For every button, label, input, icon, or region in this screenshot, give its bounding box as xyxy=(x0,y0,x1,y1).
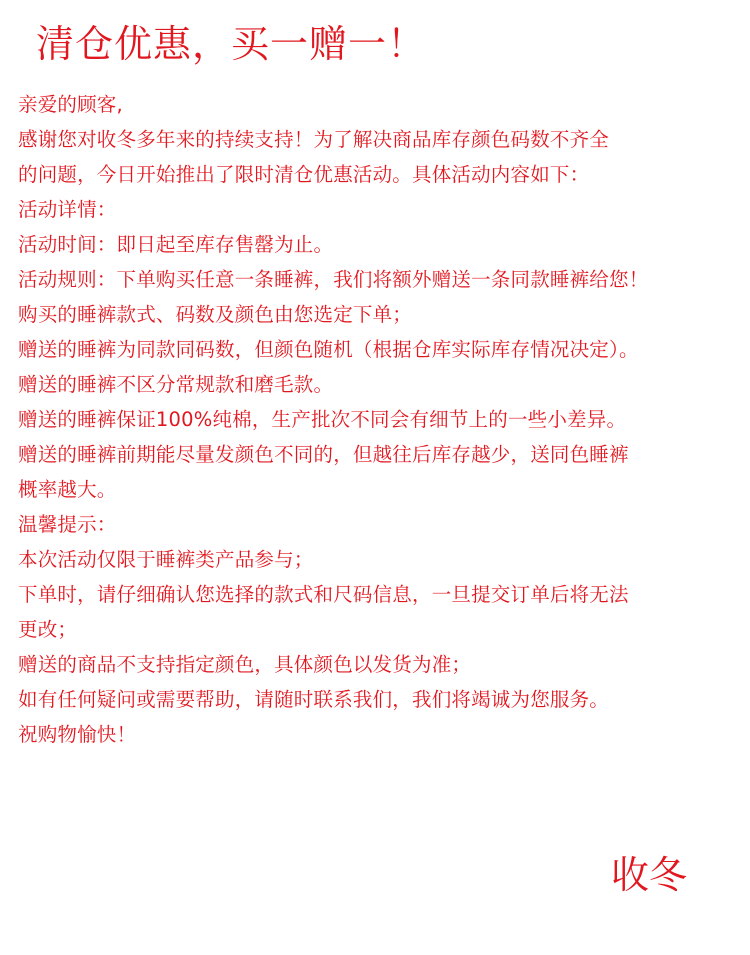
contact-line: 如有任何疑问或需要帮助，请随时联系我们，我们将竭诚为您服务。 xyxy=(18,688,610,711)
activity-time-line: 活动时间：即日起至库存售罄为止。 xyxy=(18,233,334,256)
gift-material-line: 赠送的睡裤保证100%纯棉，生产批次不同会有细节上的一些小差异。 xyxy=(18,408,627,431)
order-confirm-line-1: 下单时，请仔细确认您选择的款式和尺码信息，一旦提交订单后将无法 xyxy=(18,583,629,606)
intro-line-2: 的问题，今日开始推出了限时清仓优惠活动。具体活动内容如下： xyxy=(18,163,590,186)
gift-color-availability-line-1: 赠送的睡裤前期能尽量发颜色不同的，但越往后库存越少，送同色睡裤 xyxy=(18,443,629,466)
page-title: 清仓优惠，买一赠一！ xyxy=(36,22,427,66)
gift-color-policy-line: 赠送的商品不支持指定颜色，具体颜色以发货为准； xyxy=(18,653,472,676)
gift-style-line: 赠送的睡裤不区分常规款和磨毛款。 xyxy=(18,373,334,396)
activity-details-heading: 活动详情： xyxy=(18,198,117,221)
reminder-heading: 温馨提示： xyxy=(18,513,117,536)
scope-line: 本次活动仅限于睡裤类产品参与； xyxy=(18,548,314,571)
closing-line: 祝购物愉快！ xyxy=(18,723,137,746)
notice-body xyxy=(18,87,748,752)
signature: 收冬 xyxy=(611,853,688,897)
purchase-options-line: 购买的睡裤款式、码数及颜色由您选定下单； xyxy=(18,303,413,326)
gift-color-availability-line-2: 概率越大。 xyxy=(18,478,117,501)
order-confirm-line-2: 更改； xyxy=(18,618,78,641)
intro-line-1: 感谢您对收冬多年来的持续支持！为了解决商品库存颜色码数不齐全 xyxy=(18,128,610,151)
activity-rule-line: 活动规则：下单购买任意一条睡裤，我们将额外赠送一条同款睡裤给您！ xyxy=(18,268,649,291)
greeting-line: 亲爱的顾客, xyxy=(18,93,123,116)
gift-size-color-line: 赠送的睡裤为同款同码数，但颜色随机（根据仓库实际库存情况决定）。 xyxy=(18,338,639,361)
